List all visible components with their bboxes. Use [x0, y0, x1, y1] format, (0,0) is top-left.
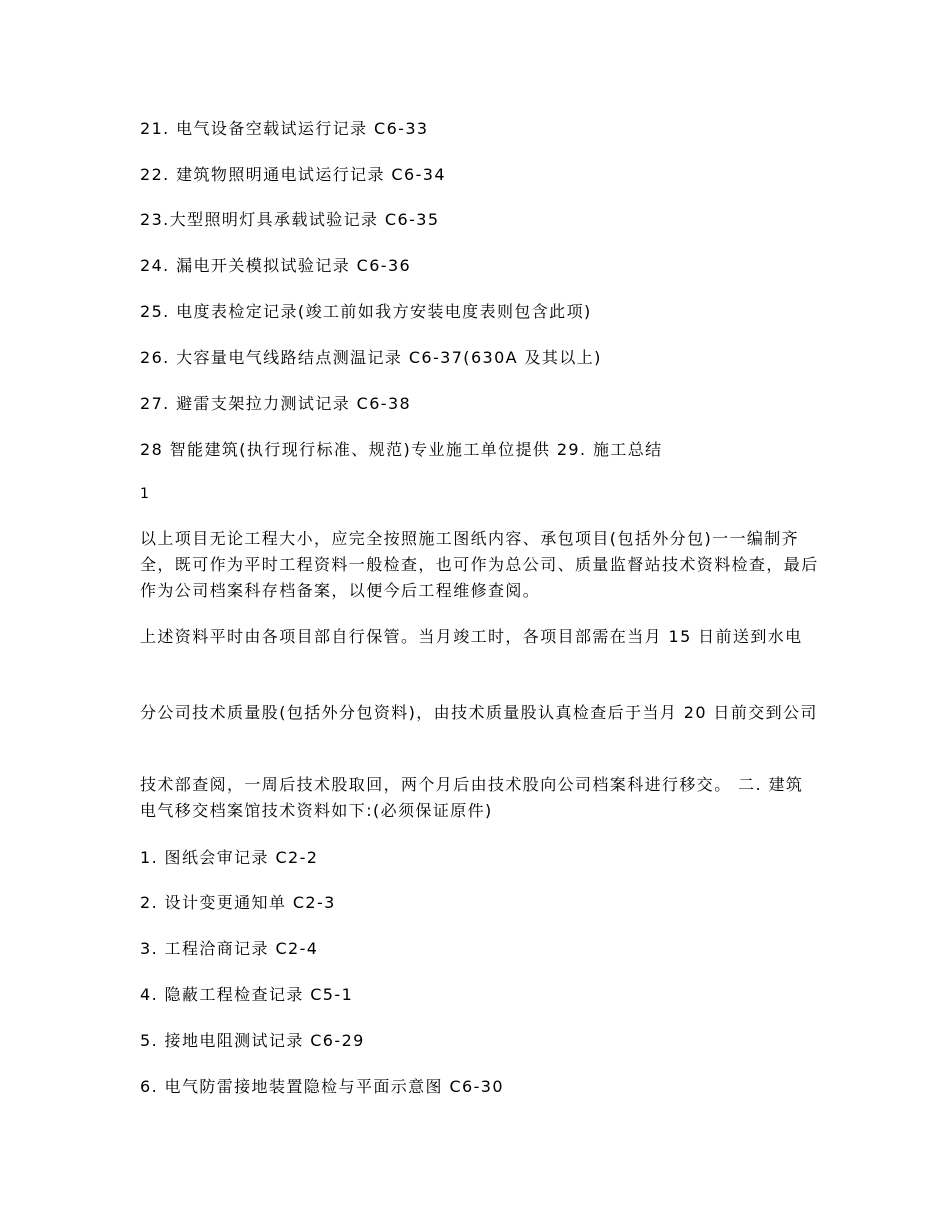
- list-item: 28 智能建筑(执行现行标准、规范)专业施工单位提供 29. 施工总结: [140, 440, 663, 459]
- list-item: 24. 漏电开关模拟试验记录 C6-36: [140, 256, 412, 275]
- list-item: 27. 避雷支架拉力测试记录 C6-38: [140, 394, 412, 413]
- page-number: 1: [140, 486, 149, 502]
- list-item: 2. 设计变更通知单 C2-3: [140, 893, 336, 912]
- list-item: 5. 接地电阻测试记录 C6-29: [140, 1031, 365, 1050]
- paragraph: 技术部查阅，一周后技术股取回，两个月后由技术股向公司档案科进行移交。 二. 建筑电气移交档案馆技术资料如下:(必须保证原件): [140, 775, 804, 820]
- list-item: 4. 隐蔽工程检查记录 C5-1: [140, 985, 354, 1004]
- paragraph: 分公司技术质量股(包括外分包资料)，由技术质量股认真检查后于当月 20 日前交到公司: [140, 703, 818, 722]
- list-item: 6. 电气防雷接地装置隐检与平面示意图 C6-30: [140, 1077, 504, 1096]
- list-item: 22. 建筑物照明通电试运行记录 C6-34: [140, 165, 446, 184]
- list-item: 21. 电气设备空载试运行记录 C6-33: [140, 119, 429, 138]
- list-item: 26. 大容量电气线路结点测温记录 C6-37(630A 及其以上): [140, 348, 602, 367]
- paragraph: 上述资料平时由各项目部自行保管。当月竣工时，各项目部需在当月 15 日前送到水电: [140, 627, 803, 646]
- list-item: 3. 工程洽商记录 C2-4: [140, 939, 319, 958]
- list-item: 1. 图纸会审记录 C2-2: [140, 848, 319, 867]
- list-item: 23.大型照明灯具承载试验记录 C6-35: [140, 210, 440, 229]
- paragraph: 以上项目无论工程大小，应完全按照施工图纸内容、承包项目(包括外分包)一一编制齐全，既可作为平时工程资料一般检查，也可作为总公司、质量监督站技术资料检查，最后作为公司档案科存档备案，以便今后工程维修查阅。: [140, 529, 819, 600]
- list-item: 25. 电度表检定记录(竣工前如我方安装电度表则包含此项): [140, 302, 592, 321]
